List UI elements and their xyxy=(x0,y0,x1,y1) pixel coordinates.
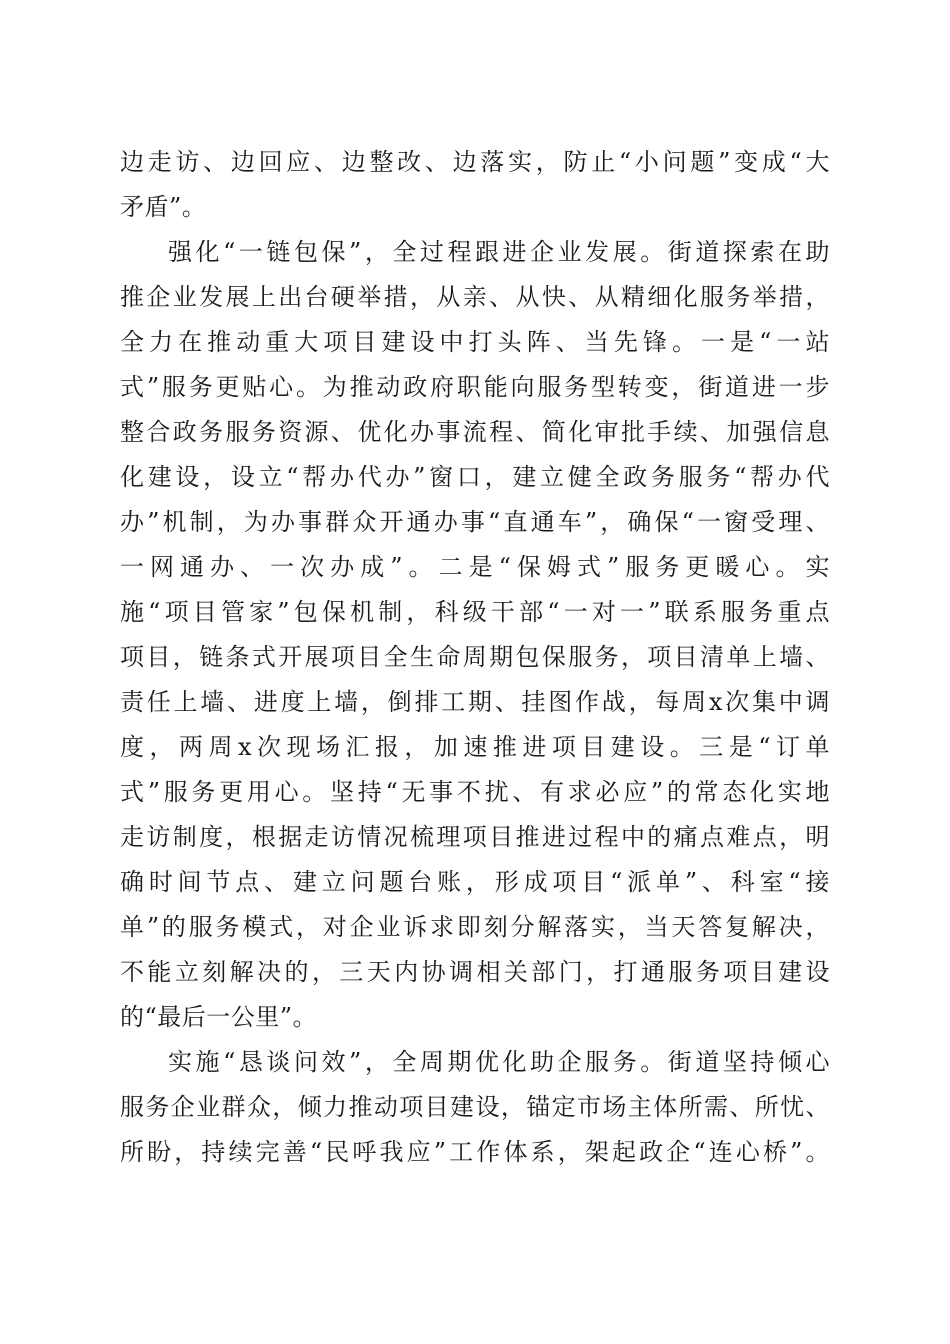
text-line: 一网通办、一次办成”。二是“保姆式”服务更暖心。实 xyxy=(120,553,830,581)
text-line: 确时间节点、建立问题台账，形成项目“派单”、科室“接 xyxy=(120,868,830,896)
text-line: 全力在推动重大项目建设中打头阵、当先锋。一是“一站 xyxy=(120,328,830,356)
text-line: 单”的服务模式，对企业诉求即刻分解落实，当天答复解决， xyxy=(120,913,830,941)
text-line: 服务企业群众，倾力推动项目建设，锚定市场主体所需、所忧、 xyxy=(120,1093,830,1121)
paragraph-kentan-wenxiao xyxy=(120,1040,830,1175)
text-line: 度，两周x次现场汇报，加速推进项目建设。三是“订单 xyxy=(120,733,830,761)
text-line: 化建设，设立“帮办代办”窗口，建立健全政务服务“帮办代 xyxy=(120,463,830,491)
text-line: 项目，链条式开展项目全生命周期包保服务，项目清单上墙、 xyxy=(120,643,830,671)
body-text xyxy=(120,140,830,1175)
text-line: 式”服务更贴心。为推动政府职能向服务型转变，街道进一步 xyxy=(120,373,830,401)
text-line: 责任上墙、进度上墙，倒排工期、挂图作战，每周x次集中调 xyxy=(120,688,830,716)
text-line: 施“项目管家”包保机制，科级干部“一对一”联系服务重点 xyxy=(120,598,830,626)
text-line: 的“最后一公里”。 xyxy=(120,1003,318,1031)
text-line: 办”机制，为办事群众开通办事“直通车”，确保“一窗受理、 xyxy=(120,508,830,536)
paragraph-one-chain-baobao xyxy=(120,230,830,1040)
text-line: 边走访、边回应、边整改、边落实，防止“小问题”变成“大 xyxy=(120,148,830,176)
text-line: 推企业发展上出台硬举措，从亲、从快、从精细化服务举措， xyxy=(120,283,830,311)
text-line: 整合政务服务资源、优化办事流程、简化审批手续、加强信息 xyxy=(120,418,830,446)
text-line: 走访制度，根据走访情况梳理项目推进过程中的痛点难点，明 xyxy=(120,823,830,851)
text-line: 式”服务更用心。坚持“无事不扰、有求必应”的常态化实地 xyxy=(120,778,830,806)
text-line: 所盼，持续完善“民呼我应”工作体系，架起政企“连心桥”。 xyxy=(120,1138,830,1166)
text-line: 矛盾”。 xyxy=(120,193,207,221)
paragraph-continuation xyxy=(120,140,830,230)
text-line: 强化“一链包保”，全过程跟进企业发展。街道探索在助 xyxy=(168,238,830,266)
text-line: 实施“恳谈问效”，全周期优化助企服务。街道坚持倾心 xyxy=(168,1048,830,1076)
text-line: 不能立刻解决的，三天内协调相关部门，打通服务项目建设 xyxy=(120,958,830,986)
